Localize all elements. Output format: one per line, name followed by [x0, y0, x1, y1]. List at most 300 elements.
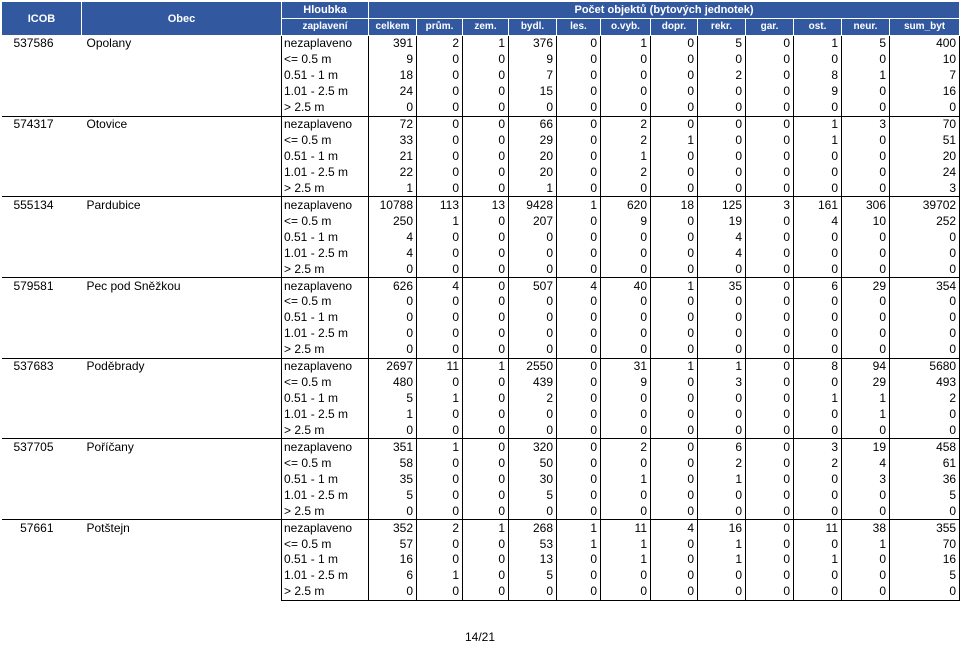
value-cell-neur: 4	[842, 455, 890, 471]
value-cell-bydl: 0	[509, 310, 557, 326]
value-cell-dopr: 0	[651, 407, 698, 423]
value-cell-ost: 0	[794, 342, 842, 358]
value-cell-les: 0	[557, 310, 601, 326]
value-cell-zem: 0	[463, 229, 509, 245]
obec-cell	[82, 133, 282, 149]
value-cell-sum_byt: 0	[890, 294, 960, 310]
value-cell-sum_byt: 0	[890, 407, 960, 423]
value-cell-ovyb: 31	[601, 358, 651, 374]
column-header-dopr: dopr.	[651, 19, 698, 36]
value-cell-celkem: 1	[369, 407, 417, 423]
value-cell-ovyb: 1	[601, 552, 651, 568]
value-cell-celkem: 480	[369, 375, 417, 391]
value-cell-les: 1	[557, 197, 601, 213]
icob-cell	[2, 326, 82, 342]
value-cell-zem: 0	[463, 261, 509, 277]
value-cell-gar: 0	[746, 100, 794, 116]
depth-category-cell: 1.01 - 2.5 m	[282, 326, 369, 342]
value-cell-sum_byt: 16	[890, 84, 960, 100]
value-cell-prm: 0	[417, 536, 463, 552]
value-cell-rekr: 0	[698, 423, 746, 439]
value-cell-rekr: 0	[698, 180, 746, 196]
value-cell-les: 0	[557, 36, 601, 52]
icob-cell	[2, 471, 82, 487]
value-cell-rekr: 35	[698, 278, 746, 294]
value-cell-gar: 0	[746, 84, 794, 100]
depth-category-cell: > 2.5 m	[282, 584, 369, 600]
value-cell-sum_byt: 20	[890, 149, 960, 165]
value-cell-dopr: 0	[651, 471, 698, 487]
value-cell-prm: 2	[417, 520, 463, 536]
value-cell-sum_byt: 2	[890, 391, 960, 407]
depth-category-cell: <= 0.5 m	[282, 536, 369, 552]
value-cell-les: 0	[557, 326, 601, 342]
value-cell-dopr: 0	[651, 342, 698, 358]
value-cell-les: 0	[557, 375, 601, 391]
value-cell-les: 0	[557, 133, 601, 149]
column-header-neur: neur.	[842, 19, 890, 36]
value-cell-zem: 1	[463, 36, 509, 52]
table-row	[2, 213, 960, 229]
value-cell-les: 1	[557, 520, 601, 536]
value-cell-ovyb: 0	[601, 84, 651, 100]
icob-cell	[2, 503, 82, 519]
value-cell-bydl: 5	[509, 568, 557, 584]
value-cell-rekr: 2	[698, 68, 746, 84]
value-cell-dopr: 0	[651, 52, 698, 68]
value-cell-sum_byt: 493	[890, 375, 960, 391]
value-cell-bydl: 0	[509, 100, 557, 116]
icob-cell	[2, 568, 82, 584]
value-cell-sum_byt: 70	[890, 116, 960, 132]
obec-cell	[82, 149, 282, 165]
value-cell-celkem: 57	[369, 536, 417, 552]
value-cell-sum_byt: 16	[890, 552, 960, 568]
table-row	[2, 552, 960, 568]
value-cell-ost: 0	[794, 149, 842, 165]
value-cell-les: 0	[557, 358, 601, 374]
value-cell-sum_byt: 5	[890, 487, 960, 503]
value-cell-ost: 1	[794, 552, 842, 568]
value-cell-bydl: 1	[509, 180, 557, 196]
value-cell-ost: 0	[794, 584, 842, 600]
hloubka-header-line1: Hloubka	[282, 2, 369, 19]
value-cell-ost: 8	[794, 358, 842, 374]
value-cell-gar: 3	[746, 197, 794, 213]
value-cell-ovyb: 9	[601, 213, 651, 229]
value-cell-gar: 0	[746, 52, 794, 68]
value-cell-prm: 0	[417, 503, 463, 519]
table-row	[2, 294, 960, 310]
value-cell-sum_byt: 355	[890, 520, 960, 536]
icob-cell	[2, 375, 82, 391]
value-cell-gar: 0	[746, 245, 794, 261]
value-cell-dopr: 0	[651, 213, 698, 229]
value-cell-neur: 0	[842, 584, 890, 600]
table-row	[2, 584, 960, 600]
value-cell-bydl: 66	[509, 116, 557, 132]
depth-category-cell: nezaplaveno	[282, 197, 369, 213]
value-cell-dopr: 0	[651, 584, 698, 600]
value-cell-rekr: 0	[698, 342, 746, 358]
value-cell-bydl: 268	[509, 520, 557, 536]
value-cell-sum_byt: 0	[890, 342, 960, 358]
value-cell-dopr: 0	[651, 423, 698, 439]
value-cell-prm: 0	[417, 149, 463, 165]
value-cell-zem: 0	[463, 503, 509, 519]
value-cell-dopr: 0	[651, 149, 698, 165]
obec-cell	[82, 342, 282, 358]
value-cell-ost: 0	[794, 423, 842, 439]
value-cell-ovyb: 620	[601, 197, 651, 213]
icob-cell	[2, 180, 82, 196]
depth-category-cell: <= 0.5 m	[282, 294, 369, 310]
value-cell-prm: 1	[417, 391, 463, 407]
depth-category-cell: > 2.5 m	[282, 342, 369, 358]
value-cell-les: 0	[557, 407, 601, 423]
value-cell-celkem: 72	[369, 116, 417, 132]
value-cell-neur: 0	[842, 552, 890, 568]
value-cell-ovyb: 0	[601, 229, 651, 245]
value-cell-neur: 0	[842, 503, 890, 519]
value-cell-dopr: 0	[651, 391, 698, 407]
value-cell-bydl: 7	[509, 68, 557, 84]
value-cell-ovyb: 2	[601, 116, 651, 132]
obec-cell: Otovice	[82, 116, 282, 132]
value-cell-les: 0	[557, 342, 601, 358]
value-cell-ost: 0	[794, 471, 842, 487]
value-cell-neur: 19	[842, 439, 890, 455]
value-cell-prm: 1	[417, 568, 463, 584]
table-row	[2, 116, 960, 132]
icob-cell	[2, 165, 82, 181]
value-cell-prm: 0	[417, 116, 463, 132]
value-cell-les: 0	[557, 439, 601, 455]
value-cell-rekr: 0	[698, 149, 746, 165]
value-cell-celkem: 391	[369, 36, 417, 52]
icob-cell: 537683	[2, 358, 82, 374]
depth-category-cell: 0.51 - 1 m	[282, 68, 369, 84]
value-cell-dopr: 1	[651, 278, 698, 294]
value-cell-dopr: 1	[651, 133, 698, 149]
value-cell-rekr: 0	[698, 487, 746, 503]
value-cell-dopr: 0	[651, 245, 698, 261]
icob-cell	[2, 342, 82, 358]
value-cell-dopr: 0	[651, 84, 698, 100]
value-cell-bydl: 0	[509, 261, 557, 277]
value-cell-ost: 0	[794, 310, 842, 326]
value-cell-zem: 0	[463, 165, 509, 181]
value-cell-celkem: 2697	[369, 358, 417, 374]
value-cell-neur: 1	[842, 407, 890, 423]
table-row	[2, 520, 960, 536]
obec-cell: Pardubice	[82, 197, 282, 213]
value-cell-neur: 0	[842, 165, 890, 181]
value-cell-ovyb: 1	[601, 536, 651, 552]
value-cell-ovyb: 0	[601, 180, 651, 196]
value-cell-prm: 0	[417, 342, 463, 358]
table-row	[2, 68, 960, 84]
value-cell-zem: 0	[463, 487, 509, 503]
value-cell-celkem: 1	[369, 180, 417, 196]
value-cell-celkem: 250	[369, 213, 417, 229]
obec-cell	[82, 261, 282, 277]
value-cell-ost: 0	[794, 229, 842, 245]
value-cell-rekr: 0	[698, 326, 746, 342]
icob-cell	[2, 407, 82, 423]
value-cell-celkem: 18	[369, 68, 417, 84]
value-cell-bydl: 9	[509, 52, 557, 68]
value-cell-neur: 0	[842, 245, 890, 261]
value-cell-celkem: 35	[369, 471, 417, 487]
obec-cell	[82, 68, 282, 84]
value-cell-gar: 0	[746, 261, 794, 277]
value-cell-dopr: 0	[651, 552, 698, 568]
value-cell-ovyb: 0	[601, 68, 651, 84]
value-cell-les: 0	[557, 471, 601, 487]
value-cell-ost: 1	[794, 36, 842, 52]
icob-cell: 537705	[2, 439, 82, 455]
value-cell-ovyb: 9	[601, 375, 651, 391]
value-cell-zem: 0	[463, 116, 509, 132]
value-cell-ost: 0	[794, 294, 842, 310]
value-cell-gar: 0	[746, 133, 794, 149]
table-row	[2, 471, 960, 487]
value-cell-rekr: 19	[698, 213, 746, 229]
column-header-sum_byt: sum_byt	[890, 19, 960, 36]
value-cell-ost: 2	[794, 455, 842, 471]
column-header-bydl: bydl.	[509, 19, 557, 36]
value-cell-ost: 0	[794, 245, 842, 261]
value-cell-prm: 1	[417, 213, 463, 229]
obec-cell	[82, 487, 282, 503]
value-cell-ovyb: 0	[601, 310, 651, 326]
value-cell-ovyb: 0	[601, 584, 651, 600]
table-row	[2, 342, 960, 358]
value-cell-dopr: 0	[651, 229, 698, 245]
icob-cell: 574317	[2, 116, 82, 132]
table-row	[2, 487, 960, 503]
depth-category-cell: 0.51 - 1 m	[282, 310, 369, 326]
value-cell-celkem: 0	[369, 100, 417, 116]
value-cell-prm: 0	[417, 229, 463, 245]
value-cell-gar: 0	[746, 503, 794, 519]
value-cell-les: 0	[557, 245, 601, 261]
value-cell-les: 0	[557, 52, 601, 68]
value-cell-prm: 0	[417, 52, 463, 68]
icob-cell	[2, 149, 82, 165]
depth-category-cell: > 2.5 m	[282, 503, 369, 519]
value-cell-ovyb: 0	[601, 568, 651, 584]
value-cell-sum_byt: 0	[890, 261, 960, 277]
obec-cell	[82, 536, 282, 552]
value-cell-ovyb: 2	[601, 133, 651, 149]
value-cell-zem: 0	[463, 584, 509, 600]
value-cell-ost: 0	[794, 375, 842, 391]
value-cell-zem: 0	[463, 391, 509, 407]
value-cell-dopr: 0	[651, 261, 698, 277]
value-cell-sum_byt: 0	[890, 100, 960, 116]
value-cell-les: 4	[557, 278, 601, 294]
value-cell-rekr: 0	[698, 294, 746, 310]
value-cell-les: 0	[557, 165, 601, 181]
value-cell-ost: 0	[794, 503, 842, 519]
value-cell-ovyb: 0	[601, 503, 651, 519]
depth-category-cell: <= 0.5 m	[282, 133, 369, 149]
value-cell-rekr: 0	[698, 165, 746, 181]
value-cell-celkem: 4	[369, 229, 417, 245]
value-cell-neur: 1	[842, 68, 890, 84]
value-cell-sum_byt: 458	[890, 439, 960, 455]
value-cell-prm: 0	[417, 84, 463, 100]
obec-cell	[82, 213, 282, 229]
obec-cell: Poříčany	[82, 439, 282, 455]
depth-category-cell: <= 0.5 m	[282, 52, 369, 68]
value-cell-bydl: 0	[509, 245, 557, 261]
column-header-les: les.	[557, 19, 601, 36]
value-cell-sum_byt: 0	[890, 423, 960, 439]
obec-cell: Pec pod Sněžkou	[82, 278, 282, 294]
value-cell-celkem: 24	[369, 84, 417, 100]
value-cell-rekr: 0	[698, 261, 746, 277]
value-cell-gar: 0	[746, 471, 794, 487]
value-cell-neur: 3	[842, 471, 890, 487]
depth-category-cell: 0.51 - 1 m	[282, 471, 369, 487]
value-cell-bydl: 53	[509, 536, 557, 552]
value-cell-rekr: 0	[698, 133, 746, 149]
obec-cell: Opolany	[82, 36, 282, 52]
depth-category-cell: <= 0.5 m	[282, 455, 369, 471]
value-cell-rekr: 4	[698, 229, 746, 245]
icob-cell	[2, 213, 82, 229]
value-cell-gar: 0	[746, 487, 794, 503]
icob-header: ICOB	[2, 2, 82, 36]
value-cell-neur: 29	[842, 278, 890, 294]
icob-cell	[2, 423, 82, 439]
value-cell-rekr: 0	[698, 568, 746, 584]
value-cell-rekr: 1	[698, 536, 746, 552]
depth-category-cell: 1.01 - 2.5 m	[282, 487, 369, 503]
icob-cell	[2, 229, 82, 245]
obec-cell	[82, 568, 282, 584]
value-cell-rekr: 0	[698, 52, 746, 68]
value-cell-les: 0	[557, 568, 601, 584]
value-cell-neur: 0	[842, 342, 890, 358]
value-cell-bydl: 20	[509, 149, 557, 165]
value-cell-prm: 4	[417, 278, 463, 294]
value-cell-ost: 4	[794, 213, 842, 229]
value-cell-neur: 0	[842, 149, 890, 165]
value-cell-ovyb: 0	[601, 342, 651, 358]
value-cell-celkem: 9	[369, 52, 417, 68]
value-cell-ost: 0	[794, 568, 842, 584]
value-cell-zem: 0	[463, 439, 509, 455]
value-cell-ost: 6	[794, 278, 842, 294]
value-cell-neur: 0	[842, 229, 890, 245]
value-cell-prm: 1	[417, 439, 463, 455]
table-body	[2, 36, 960, 601]
depth-category-cell: > 2.5 m	[282, 261, 369, 277]
value-cell-bydl: 0	[509, 407, 557, 423]
value-cell-celkem: 0	[369, 584, 417, 600]
value-cell-prm: 0	[417, 375, 463, 391]
table-row	[2, 197, 960, 213]
value-cell-bydl: 0	[509, 423, 557, 439]
obec-cell	[82, 165, 282, 181]
value-cell-les: 0	[557, 116, 601, 132]
depth-category-cell: 0.51 - 1 m	[282, 229, 369, 245]
table-row	[2, 245, 960, 261]
table-row	[2, 423, 960, 439]
obec-cell	[82, 245, 282, 261]
value-cell-les: 0	[557, 294, 601, 310]
icob-cell	[2, 68, 82, 84]
value-cell-gar: 0	[746, 552, 794, 568]
value-cell-sum_byt: 7	[890, 68, 960, 84]
value-cell-bydl: 507	[509, 278, 557, 294]
icob-cell	[2, 245, 82, 261]
page-number: 14/21	[464, 630, 496, 644]
value-cell-rekr: 5	[698, 36, 746, 52]
value-cell-neur: 0	[842, 52, 890, 68]
value-cell-rekr: 0	[698, 407, 746, 423]
value-cell-dopr: 18	[651, 197, 698, 213]
value-cell-neur: 29	[842, 375, 890, 391]
value-cell-neur: 1	[842, 391, 890, 407]
value-cell-sum_byt: 354	[890, 278, 960, 294]
value-cell-sum_byt: 24	[890, 165, 960, 181]
column-header-ovyb: o.vyb.	[601, 19, 651, 36]
value-cell-neur: 0	[842, 261, 890, 277]
value-cell-zem: 0	[463, 326, 509, 342]
value-cell-zem: 0	[463, 375, 509, 391]
value-cell-bydl: 50	[509, 455, 557, 471]
value-cell-rekr: 4	[698, 245, 746, 261]
depth-category-cell: > 2.5 m	[282, 180, 369, 196]
obec-cell: Poděbrady	[82, 358, 282, 374]
value-cell-bydl: 439	[509, 375, 557, 391]
table-row	[2, 391, 960, 407]
value-cell-neur: 38	[842, 520, 890, 536]
value-cell-gar: 0	[746, 375, 794, 391]
value-cell-zem: 0	[463, 552, 509, 568]
value-cell-ovyb: 0	[601, 100, 651, 116]
obec-cell	[82, 584, 282, 600]
value-cell-les: 0	[557, 180, 601, 196]
value-cell-bydl: 0	[509, 229, 557, 245]
value-cell-ost: 0	[794, 52, 842, 68]
value-cell-les: 0	[557, 423, 601, 439]
value-cell-bydl: 376	[509, 36, 557, 52]
value-cell-les: 1	[557, 536, 601, 552]
icob-cell: 57661	[2, 520, 82, 536]
obec-cell	[82, 552, 282, 568]
value-cell-ovyb: 0	[601, 391, 651, 407]
flood-objects-table	[1, 1, 960, 601]
value-cell-sum_byt: 10	[890, 52, 960, 68]
value-cell-ost: 0	[794, 180, 842, 196]
value-cell-ovyb: 1	[601, 36, 651, 52]
table-row	[2, 439, 960, 455]
value-cell-zem: 0	[463, 100, 509, 116]
value-cell-gar: 0	[746, 342, 794, 358]
value-cell-bydl: 0	[509, 342, 557, 358]
value-cell-sum_byt: 5680	[890, 358, 960, 374]
value-cell-celkem: 0	[369, 503, 417, 519]
value-cell-zem: 0	[463, 68, 509, 84]
value-cell-celkem: 5	[369, 487, 417, 503]
value-cell-sum_byt: 3	[890, 180, 960, 196]
